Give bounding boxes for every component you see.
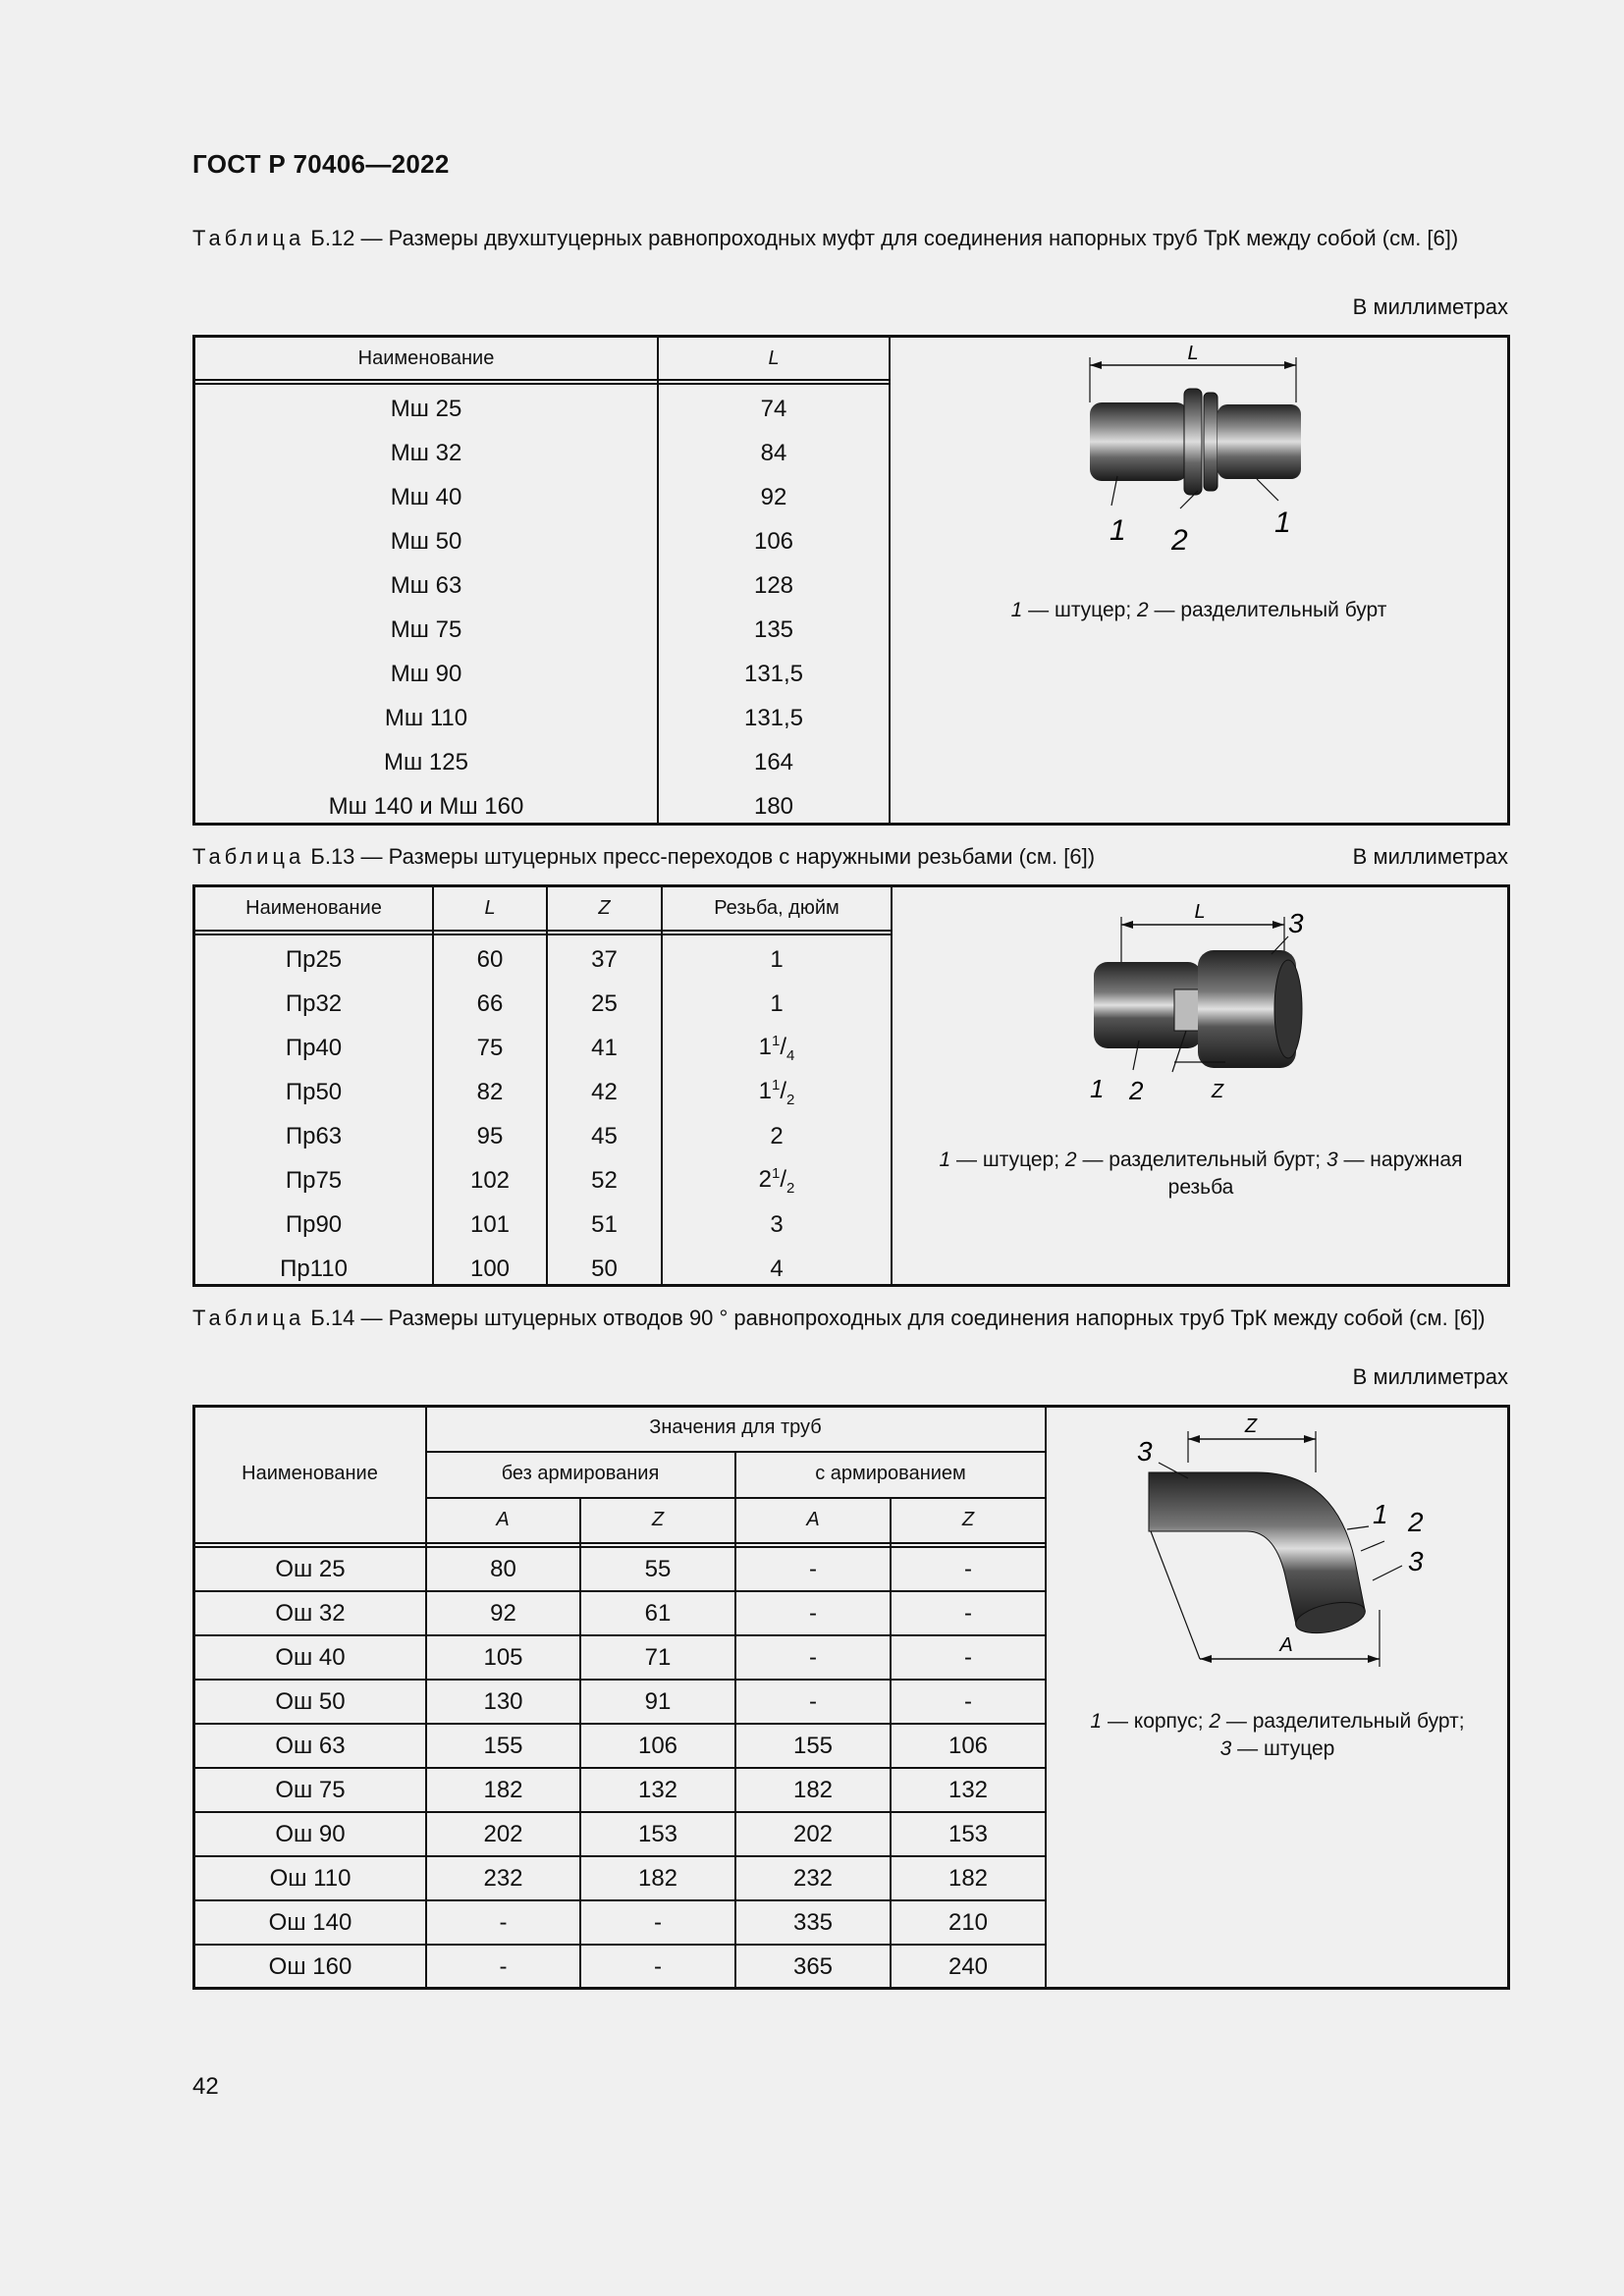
callout-3: 3	[1137, 1436, 1153, 1467]
dimension-label-z: Z	[1244, 1415, 1258, 1437]
table-row: Пр63 95 45 2	[285, 1122, 784, 1149]
table-row: Мш 110 131,5	[384, 704, 804, 731]
subheader-no-reinforcement: без армирования	[501, 1463, 660, 1484]
table-row: Мш 125 164	[384, 748, 794, 775]
dimension-label-l: L	[1194, 901, 1206, 923]
table-row: Пр40 75 41 $1^1/_4$	[285, 1032, 795, 1064]
column-header-l: L	[484, 897, 496, 919]
column-header-a: A	[806, 1509, 820, 1530]
caption-label: Таблица	[192, 1306, 305, 1330]
units-label-b13: В миллиметрах	[1352, 844, 1508, 869]
column-header-a: A	[496, 1509, 510, 1530]
caption-text: Б.13 — Размеры штуцерных пресс-переходов с наружными резьбами (см. [6])	[310, 844, 1096, 869]
callout-3: 3	[1288, 908, 1304, 938]
callout-1: 1	[1090, 1074, 1105, 1103]
table-row: Мш 75 135	[390, 615, 794, 643]
column-header-z: Z	[651, 1509, 665, 1530]
caption-text: Б.12 — Размеры двухштуцерных равнопроходных муфт для соединения напорных труб ТрК между собой (см. [6])	[310, 226, 1459, 250]
table-row: Мш 50 106	[390, 527, 794, 555]
callout-2: 2	[1408, 1507, 1424, 1537]
column-header-z: Z	[598, 897, 611, 919]
table-row: Пр75 102 52 $2^1/_2$	[285, 1164, 795, 1197]
table-row: Пр25 60 37 1	[285, 945, 784, 973]
table-row: Мш 25 74	[390, 395, 787, 422]
elbow-figure	[1129, 1414, 1453, 1679]
column-header-name: Наименование	[242, 1463, 378, 1484]
table-row: Мш 63 128	[390, 571, 794, 599]
table-row: Пр90 101 51 3	[285, 1210, 784, 1238]
table-row: Пр32 66 25 1	[285, 989, 784, 1017]
table-row: Ош 32 92 61 - -	[275, 1599, 972, 1627]
dimension-label-z: Z	[1211, 1081, 1224, 1102]
table-b13	[194, 887, 892, 1291]
column-header-l: L	[768, 347, 780, 369]
table-row: Ош 40 105 71 - -	[275, 1643, 972, 1671]
table-b14-caption	[192, 1304, 1508, 1333]
table-row: Пр110 100 50 4	[280, 1255, 784, 1282]
group-header: Значения для труб	[649, 1416, 822, 1438]
coupling-figure	[1060, 344, 1355, 569]
callout-2: 2	[1171, 524, 1188, 557]
figure-legend-b12: 1 — штуцер; 2 — разделительный бурт	[1010, 599, 1387, 621]
caption-text: Б.14 — Размеры штуцерных отводов 90 ° равнопроходных для соединения напорных труб ТрК между собой (см. [6])	[310, 1306, 1486, 1330]
dimension-label-a: A	[1279, 1634, 1293, 1656]
table-row: Ош 160 - - 365 240	[268, 1952, 989, 1980]
table-b12-caption	[192, 224, 1508, 253]
subheader-reinforcement: с армированием	[815, 1463, 966, 1484]
table-row: Ош 90 202 153 202 153	[275, 1820, 989, 1847]
callout-2: 2	[1129, 1076, 1144, 1105]
callout-1: 1	[1110, 514, 1126, 547]
caption-label: Таблица	[192, 844, 305, 869]
callout-3: 3	[1408, 1546, 1424, 1576]
callout-1: 1	[1274, 507, 1291, 539]
units-label-b14: В миллиметрах	[1352, 1364, 1508, 1389]
table-row: Мш 90 131,5	[390, 660, 804, 687]
callout-1: 1	[1373, 1499, 1388, 1529]
column-header-name: Наименование	[245, 897, 382, 919]
column-header-name: Наименование	[357, 347, 495, 369]
column-header-thread: Резьба, дюйм	[714, 897, 839, 919]
table-row: Ош 63 155 106 155 106	[275, 1732, 989, 1759]
table-row: Мш 40 92	[390, 483, 787, 510]
table-row: Ош 25 80 55 - -	[275, 1555, 972, 1582]
table-b12	[194, 338, 890, 828]
table-row: Мш 32 84	[390, 439, 787, 466]
table-row: Ош 75 182 132 182 132	[275, 1776, 989, 1803]
table-b14	[194, 1547, 1046, 1989]
press-adapter-figure	[1080, 893, 1355, 1119]
page-number: 42	[192, 2073, 219, 2100]
caption-label: Таблица	[192, 226, 305, 250]
document-title: ГОСТ Р 70406—2022	[192, 149, 450, 179]
table-row: Ош 110 232 182 232 182	[269, 1864, 989, 1892]
table-row: Ош 50 130 91 - -	[275, 1687, 972, 1715]
figure-legend-b14: 1 — корпус; 2 — разделительный бурт; 3 — штуцер	[1090, 1710, 1465, 1760]
table-row: Мш 140 и Мш 160 180	[328, 792, 794, 820]
dimension-label-l: L	[1187, 344, 1199, 364]
column-header-z: Z	[961, 1509, 975, 1530]
figure-legend-b13: 1 — штуцер; 2 — разделительный бурт; 3 — наружная резьба	[939, 1148, 1463, 1199]
units-label-b12: В миллиметрах	[1352, 294, 1508, 319]
table-row: Ош 140 - - 335 210	[268, 1908, 989, 1936]
table-b13-caption	[192, 842, 1272, 872]
table-row: Пр50 82 42 $1^1/_2$	[285, 1076, 795, 1108]
